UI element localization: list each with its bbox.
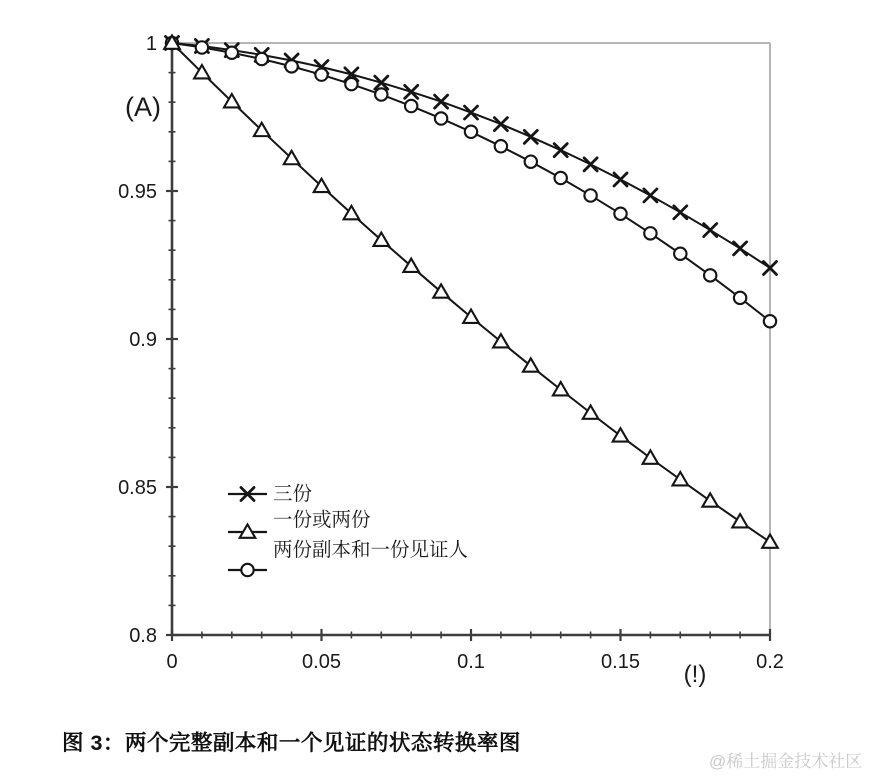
watermark: @稀土掘金技术社区 [709,752,863,771]
legend-label: 两份副本和一份见证人 [273,539,469,561]
y-axis-label: (A) [125,92,161,122]
legend [228,483,468,576]
x-marker-icon [734,242,747,255]
triangle-marker-icon [702,493,718,506]
circle-marker-icon [226,47,238,59]
legend-item [228,509,468,561]
x-marker-icon [674,206,687,219]
circle-marker-icon [285,60,297,72]
series-line [172,43,770,542]
x-axis-label: (!) [683,661,707,688]
triangle-marker-icon [762,534,778,547]
x-tick-label: 0.05 [302,651,341,673]
circle-marker-icon [555,172,567,184]
x-marker-icon [405,85,418,98]
triangle-marker-icon [583,405,599,418]
triangle-marker-icon [673,472,689,485]
x-marker-icon [614,173,627,186]
x-axis [171,629,771,641]
y-tick-label: 0.85 [118,477,157,499]
circle-marker-icon [704,269,716,281]
triangle-marker-icon [613,428,629,441]
legend-label: 一份或两份 [273,509,371,531]
circle-marker-icon [256,53,268,65]
legend-item [228,564,267,576]
circle-marker-icon [315,68,327,80]
y-axis [166,42,178,636]
x-marker-icon [375,76,388,89]
circle-marker-icon [525,155,537,167]
circle-marker-icon [644,227,656,239]
y-tick-label: 0.8 [129,625,157,647]
x-marker-icon [494,118,507,131]
circle-marker-icon [734,292,746,304]
circle-marker-icon [375,88,387,100]
triangle-marker-icon [643,450,659,463]
legend-label: 三份 [273,483,313,505]
circle-marker-icon [345,78,357,90]
circle-marker-icon [241,564,253,576]
series-line [172,43,770,321]
figure-caption: 图 3：两个完整副本和一个见证的状态转换率图 [62,731,521,755]
circle-marker-icon [465,126,477,138]
x-tick-label: 0.15 [601,651,640,673]
series-line [172,43,770,268]
x-marker-icon [554,144,567,157]
circle-marker-icon [405,100,417,112]
x-tick-label: 0.2 [756,651,784,673]
series-witness-circle [166,37,776,328]
x-tick-label: 0.1 [457,651,485,673]
x-marker-icon [465,106,478,119]
circle-marker-icon [495,140,507,152]
y-tick-label: 1 [145,33,157,55]
y-tick-label: 0.95 [118,181,157,203]
x-marker-icon [435,95,448,108]
y-tick-label: 0.9 [129,329,157,351]
y-tick-labels [118,33,157,647]
circle-marker-icon [584,189,596,201]
circle-marker-icon [764,315,776,327]
circle-marker-icon [196,41,208,53]
x-marker-icon [584,158,597,171]
x-marker-icon [524,130,537,143]
legend-item [228,483,313,505]
series-three-copies [166,37,777,275]
x-tick-label: 0 [166,651,178,673]
circle-marker-icon [614,208,626,220]
circle-marker-icon [435,112,447,124]
circle-marker-icon [674,248,686,260]
x-marker-icon [704,224,717,237]
triangle-marker-icon [732,514,748,527]
x-marker-icon [644,189,657,202]
